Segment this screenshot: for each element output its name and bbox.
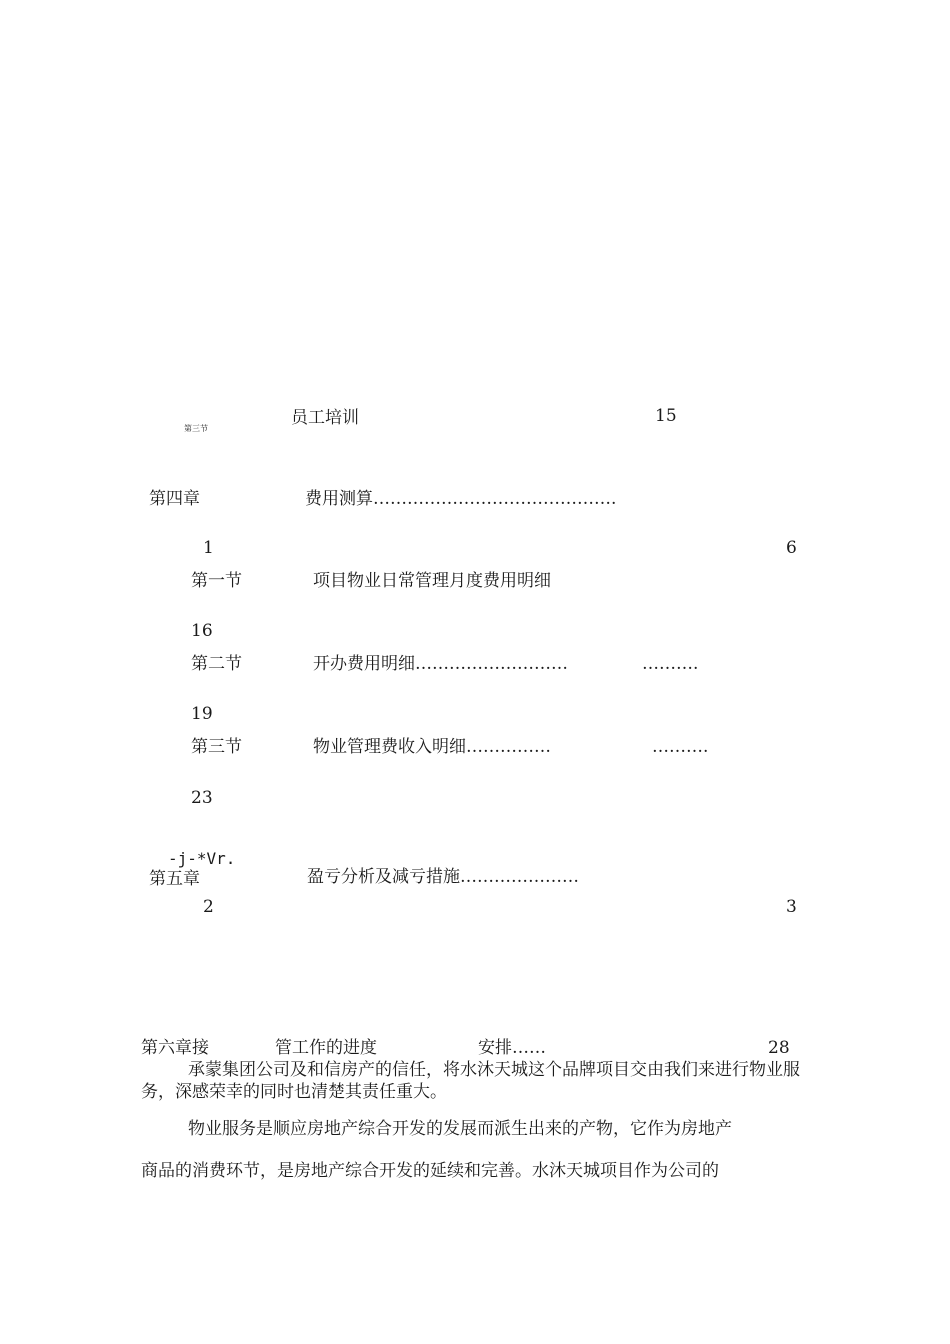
toc-section-label: 第三节 <box>191 737 242 757</box>
toc-section-title: 员工培训 <box>291 408 359 428</box>
toc-section-label: 第三节 <box>184 424 208 433</box>
body-paragraph: 承蒙集团公司及和信房产的信任，将水沐天城这个品牌项目交由我们来进行物业服务，深感荣幸的同时也清楚其责任重大。 <box>141 1060 800 1102</box>
toc-chapter-label: 第六章接 <box>141 1038 209 1058</box>
toc-section-label: 第二节 <box>191 654 242 674</box>
toc-leader-dots: ………. <box>652 737 709 757</box>
body-paragraph-line: 商品的消费环节，是房地产综合开发的延续和完善。水沐天城项目作为公司的 <box>141 1161 719 1181</box>
body-paragraph-line: 物业服务是顺应房地产综合开发的发展而派生出来的产物，它作为房地产 <box>188 1119 732 1139</box>
toc-page-number: 2 <box>203 897 214 917</box>
ocr-artifact-text: -j-*Vr. <box>168 849 236 868</box>
toc-page-number: 3 <box>786 897 797 917</box>
toc-chapter-label: 第四章 <box>149 489 200 509</box>
toc-chapter-label: 第五章 <box>149 869 200 889</box>
toc-chapter-title: 费用测算……………………………………. <box>305 489 617 509</box>
toc-chapter-title-continued: 安排…… <box>478 1038 546 1058</box>
toc-section-label: 第一节 <box>191 571 242 591</box>
toc-page-number: 19 <box>191 704 213 724</box>
toc-chapter-title: 盈亏分析及减亏措施………………… <box>307 867 579 887</box>
toc-page-number: 15 <box>655 406 677 426</box>
toc-page-number: 23 <box>191 788 213 808</box>
toc-page-number: 6 <box>786 538 797 558</box>
toc-leader-dots: ………. <box>642 654 699 674</box>
toc-section-title: 开办费用明细……………………… <box>313 654 568 674</box>
toc-page-number: 28 <box>768 1038 790 1058</box>
toc-section-title: 物业管理费收入明细…………… <box>313 737 551 757</box>
toc-page-number: 16 <box>191 621 213 641</box>
toc-section-title: 项目物业日常管理月度费用明细 <box>313 571 551 591</box>
toc-chapter-title: 管工作的进度 <box>275 1038 377 1058</box>
toc-page-number: 1 <box>203 538 214 558</box>
